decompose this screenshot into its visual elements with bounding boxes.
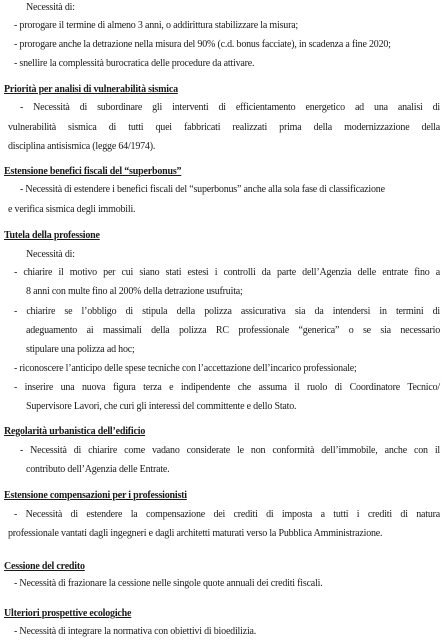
bullet-line: - prorogare il termine di almeno 3 anni, o addirittura stabilizzare la misura; [14, 20, 299, 31]
section-heading: Priorità per analisi di vulnerabilità sismica [4, 84, 178, 95]
paragraph-line: - Necessità di chiarire come vadano considerate le non conformità dell’immobile, anche con il [20, 445, 440, 456]
section-heading: Estensione benefici fiscali del “superbonus” [4, 166, 182, 177]
section-intro: Necessità di: [26, 2, 75, 13]
bullet-line: - riconoscere l’anticipo delle spese tecniche con l’accettazione dell’incarico professionale; [14, 363, 357, 374]
bullet-line: - snellire la complessità burocratica delle procedure da attivare. [14, 58, 255, 69]
section-heading: Cessione del credito [4, 561, 85, 572]
paragraph-line: - Necessità di subordinare gli interventi di efficientamento energetico ad una analisi di [20, 102, 440, 113]
paragraph-line: contributo dell’Agenzia delle Entrate. [26, 464, 170, 475]
paragraph-line: professionale vantati dagli ingegneri e dagli architetti maturati verso la Pubblica Amministrazione. [8, 528, 383, 539]
bullet-line: - prorogare anche la detrazione nella misura del 90% (c.d. bonus facciate), in scadenza a fine 2020; [14, 39, 391, 50]
paragraph-line: - Necessità di estendere i benefici fiscali del “superbonus” anche alla sola fase di classificazione [20, 184, 385, 195]
paragraph-line: - Necessità di estendere la compensazione dei crediti di imposta a tutti i crediti di natura [14, 509, 440, 520]
section-heading: Estensione compensazioni per i professionisti [4, 490, 187, 501]
bullet-line: Supervisore Lavori, che curi gli interessi del committente e dello Stato. [26, 401, 297, 412]
section-heading: Ulteriori prospettive ecologiche [4, 608, 132, 619]
paragraph-line: vulnerabilità sismica di tutti quei fabbricati realizzati prima della modernizzazione della [8, 122, 440, 133]
paragraph-line: e verifica sismica degli immobili. [8, 204, 136, 215]
section-heading: Regolarità urbanistica dell’edificio [4, 426, 146, 437]
bullet-line: stipulare una polizza ad hoc; [26, 344, 135, 355]
bullet-line: 8 anni con multe fino al 200% della detrazione usufruita; [26, 286, 243, 297]
bullet-line: - chiarire il motivo per cui siano stati estesi i controlli da parte dell’Agenzia delle entrate fino a [14, 267, 440, 278]
bullet-line: - chiarire se l’obbligo di stipula della polizza assicurativa sia da intendersi in termini di [14, 306, 440, 317]
section-intro: Necessità di: [26, 249, 75, 260]
bullet-line: - inserire una nuova figura terza e indipendente che assuma il ruolo di Coordinatore Tecnico/ [14, 382, 440, 393]
paragraph-line: disciplina antisismica (legge 64/1974). [8, 141, 156, 152]
paragraph-line: - Necessità di frazionare la cessione nelle singole quote annuali dei crediti fiscali. [14, 578, 323, 589]
section-heading: Tutela della professione [4, 230, 100, 241]
bullet-line: adeguamento ai massimali della polizza RC professionale “generica” o se sia necessario [26, 325, 440, 336]
paragraph-line: - Necessità di integrare la normativa con obiettivi di bioedilizia. [14, 626, 257, 637]
